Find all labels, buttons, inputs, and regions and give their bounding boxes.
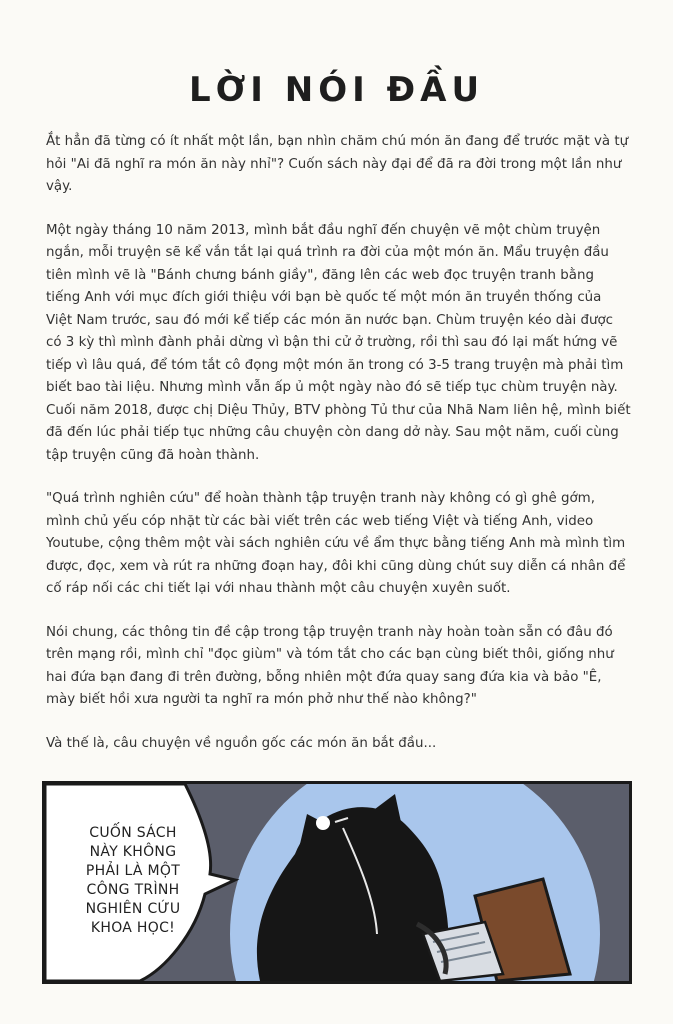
bubble-line: CUỐN SÁCH [89, 825, 177, 841]
comic-panel [42, 781, 632, 984]
bubble-line: NGHIÊN CỨU [85, 901, 181, 917]
paragraph-5: Và thế là, câu chuyện về nguồn gốc các món ăn bắt đầu... [46, 735, 437, 751]
paragraph-3: "Quá trình nghiên cứu" để hoàn thành tập truyện tranh này không có gì ghê gớm, mình chủ yếu cóp nhặt từ các bài viết trên các web tiếng Việt và tiếng Anh, video Youtube, cộng thêm một vài sách nghiên cứu về ẩm thực bằng tiếng Anh mà mình tìm được, đọc, xem và rút ra những đoạn hay, đôi khi cũng dùng chút suy diễn cá nhân để cố ráp nối các chi tiết lại với nhau thành một câu chuyện xuyên suốt. [46, 491, 626, 596]
bubble-line: KHOA HỌC! [90, 920, 176, 936]
preface-body [46, 131, 631, 776]
bubble-line: CÔNG TRÌNH [86, 882, 180, 898]
cat-eye [316, 816, 330, 830]
bubble-line: NÀY KHÔNG [89, 844, 177, 860]
speech-bubble-text [63, 824, 203, 938]
bubble-line: PHẢI LÀ MỘT [85, 863, 181, 879]
paragraph-4: Nói chung, các thông tin đề cập trong tập truyện tranh này hoàn toàn sẵn có đâu đó trên mạng rồi, mình chỉ "đọc giùm" và tóm tắt cho các bạn cùng biết thôi, giống như hai đứa bạn đang đi trên đường, bỗng nhiên một đứa quay sang đứa kia và bảo "Ê, mày biết hồi xưa người ta nghĩ ra món phở như thế nào không?" [46, 624, 614, 707]
page-title: LỜI NÓI ĐẦU [188, 70, 485, 110]
paragraph-1: Ắt hẳn đã từng có ít nhất một lần, bạn nhìn chăm chú món ăn đang để trước mặt và tự hỏi "Ai đã nghĩ ra món ăn này nhỉ"? Cuốn sách này đại để đã ra đời trong một lần như vậy. [46, 134, 629, 194]
paragraph-2: Một ngày tháng 10 năm 2013, mình bắt đầu nghĩ đến chuyện vẽ một chùm truyện ngắn, mỗi truyện sẽ kể vắn tắt lại quá trình ra đời của một món ăn. Mẩu truyện đầu tiên mình vẽ là "Bánh chưng bánh giầy", đăng lên các web đọc truyện tranh bằng tiếng Anh với mục đích giới thiệu với bạn bè quốc tế một món ăn truyền thống của Việt Nam trước, sau đó mới kể tiếp các món ăn nước bạn. Chùm truyện kéo dài được có 3 kỳ thì mình đành phải dừng vì bận thi cử ở trường, rồi thì sau đó lại mất hứng vẽ tiếp vì lâu quá, để tóm tắt cô đọng một món ăn trong có 3-5 trang truyện mà phải tìm biết bao tài liệu. Nhưng mình vẫn ấp ủ một ngày nào đó sẽ tiếp tục chùm truyện này. Cuối năm 2018, được chị Diệu Thủy, BTV phòng Tủ thư của Nhã Nam liên hệ, mình biết đã đến lúc phải tiếp tục những câu chuyện còn dang dở này. Sau một năm, cuối cùng tập truyện cũng đã hoàn thành. [46, 222, 631, 463]
